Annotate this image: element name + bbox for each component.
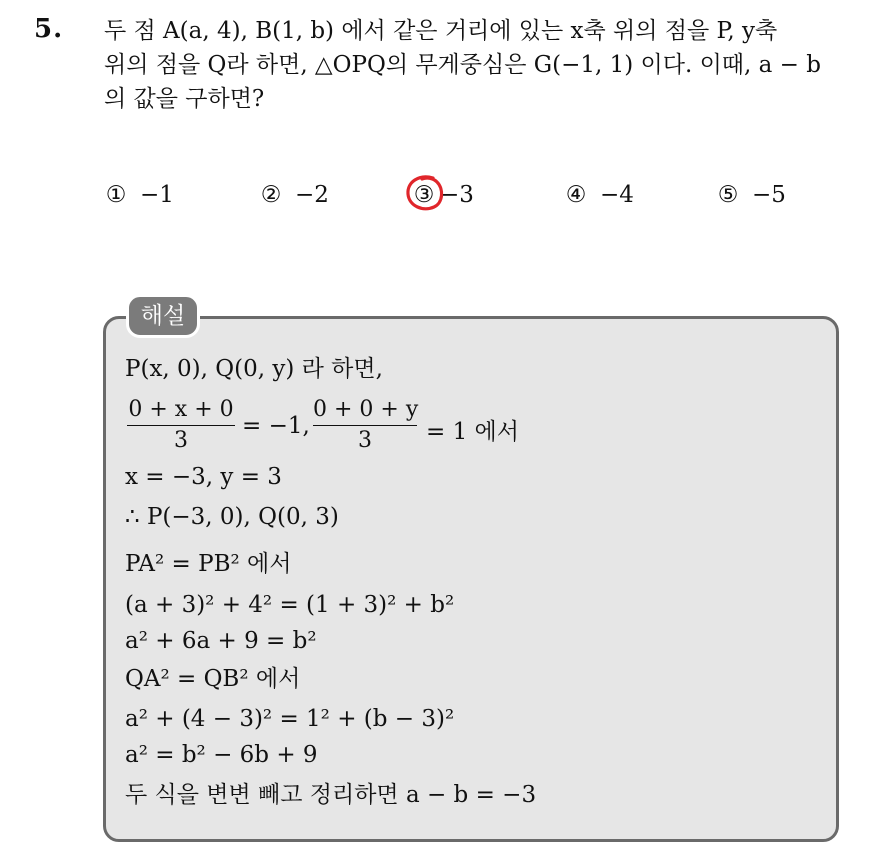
choice-4-number: ④ — [565, 182, 587, 208]
choice-4[interactable] — [564, 180, 634, 210]
fraction-2-denominator: 3 — [358, 428, 372, 453]
choice-5-number: ⑤ — [717, 182, 739, 208]
solution-line-11: 두 식을 변변 빼고 정리하면 a − b = −3 — [125, 782, 537, 808]
question-line-3: 의 값을 구하면? — [104, 86, 265, 112]
choice-1-value: −1 — [140, 182, 174, 208]
choice-4-value: −4 — [600, 182, 634, 208]
solution-tag: 해설 — [126, 294, 200, 338]
choice-2[interactable] — [259, 180, 329, 210]
choice-1[interactable] — [104, 180, 174, 210]
question-line-2: 위의 점을 Q라 하면, △OPQ의 무게중심은 G(−1, 1) 이다. 이때, a − b — [104, 52, 821, 78]
question-text — [104, 14, 869, 116]
choice-3-value: −3 — [440, 182, 474, 208]
fraction-1 — [127, 397, 235, 454]
fraction-2-bar — [313, 425, 417, 426]
fraction-1-result: = −1, — [242, 413, 310, 439]
choice-5-value: −5 — [752, 182, 786, 208]
fraction-2-numerator: 0 + 0 + y — [313, 397, 419, 422]
solution-line-7: a² + 6a + 9 = b² — [125, 628, 317, 654]
fraction-1-denominator: 3 — [174, 428, 188, 453]
solution-line-8: QA² = QB² 에서 — [125, 666, 301, 692]
choice-2-value: −2 — [295, 182, 329, 208]
solution-line-9: a² + (4 − 3)² = 1² + (b − 3)² — [125, 706, 455, 732]
answer-mark-circle — [403, 172, 445, 214]
solution-line-5: PA² = PB² 에서 — [125, 551, 292, 577]
solution-line-4: ∴ P(−3, 0), Q(0, 3) — [125, 504, 339, 530]
question-number: 5. — [34, 14, 64, 44]
question-line-1: 두 점 A(a, 4), B(1, b) 에서 같은 거리에 있는 x축 위의 점을 P, y축 — [104, 18, 778, 44]
fraction-2 — [313, 397, 417, 454]
solution-line-10: a² = b² − 6b + 9 — [125, 742, 318, 768]
fraction-1-bar — [127, 425, 235, 426]
choice-5[interactable] — [716, 180, 786, 210]
choice-3-number: ③ — [413, 182, 435, 208]
choice-2-number: ② — [260, 182, 282, 208]
solution-line-3: x = −3, y = 3 — [125, 464, 282, 490]
fraction-1-numerator: 0 + x + 0 — [128, 397, 234, 422]
solution-line-1: P(x, 0), Q(0, y) 라 하면, — [125, 356, 383, 382]
choice-1-number: ① — [105, 182, 127, 208]
fraction-2-result: = 1 에서 — [426, 419, 519, 445]
solution-line-6: (a + 3)² + 4² = (1 + 3)² + b² — [125, 592, 455, 618]
